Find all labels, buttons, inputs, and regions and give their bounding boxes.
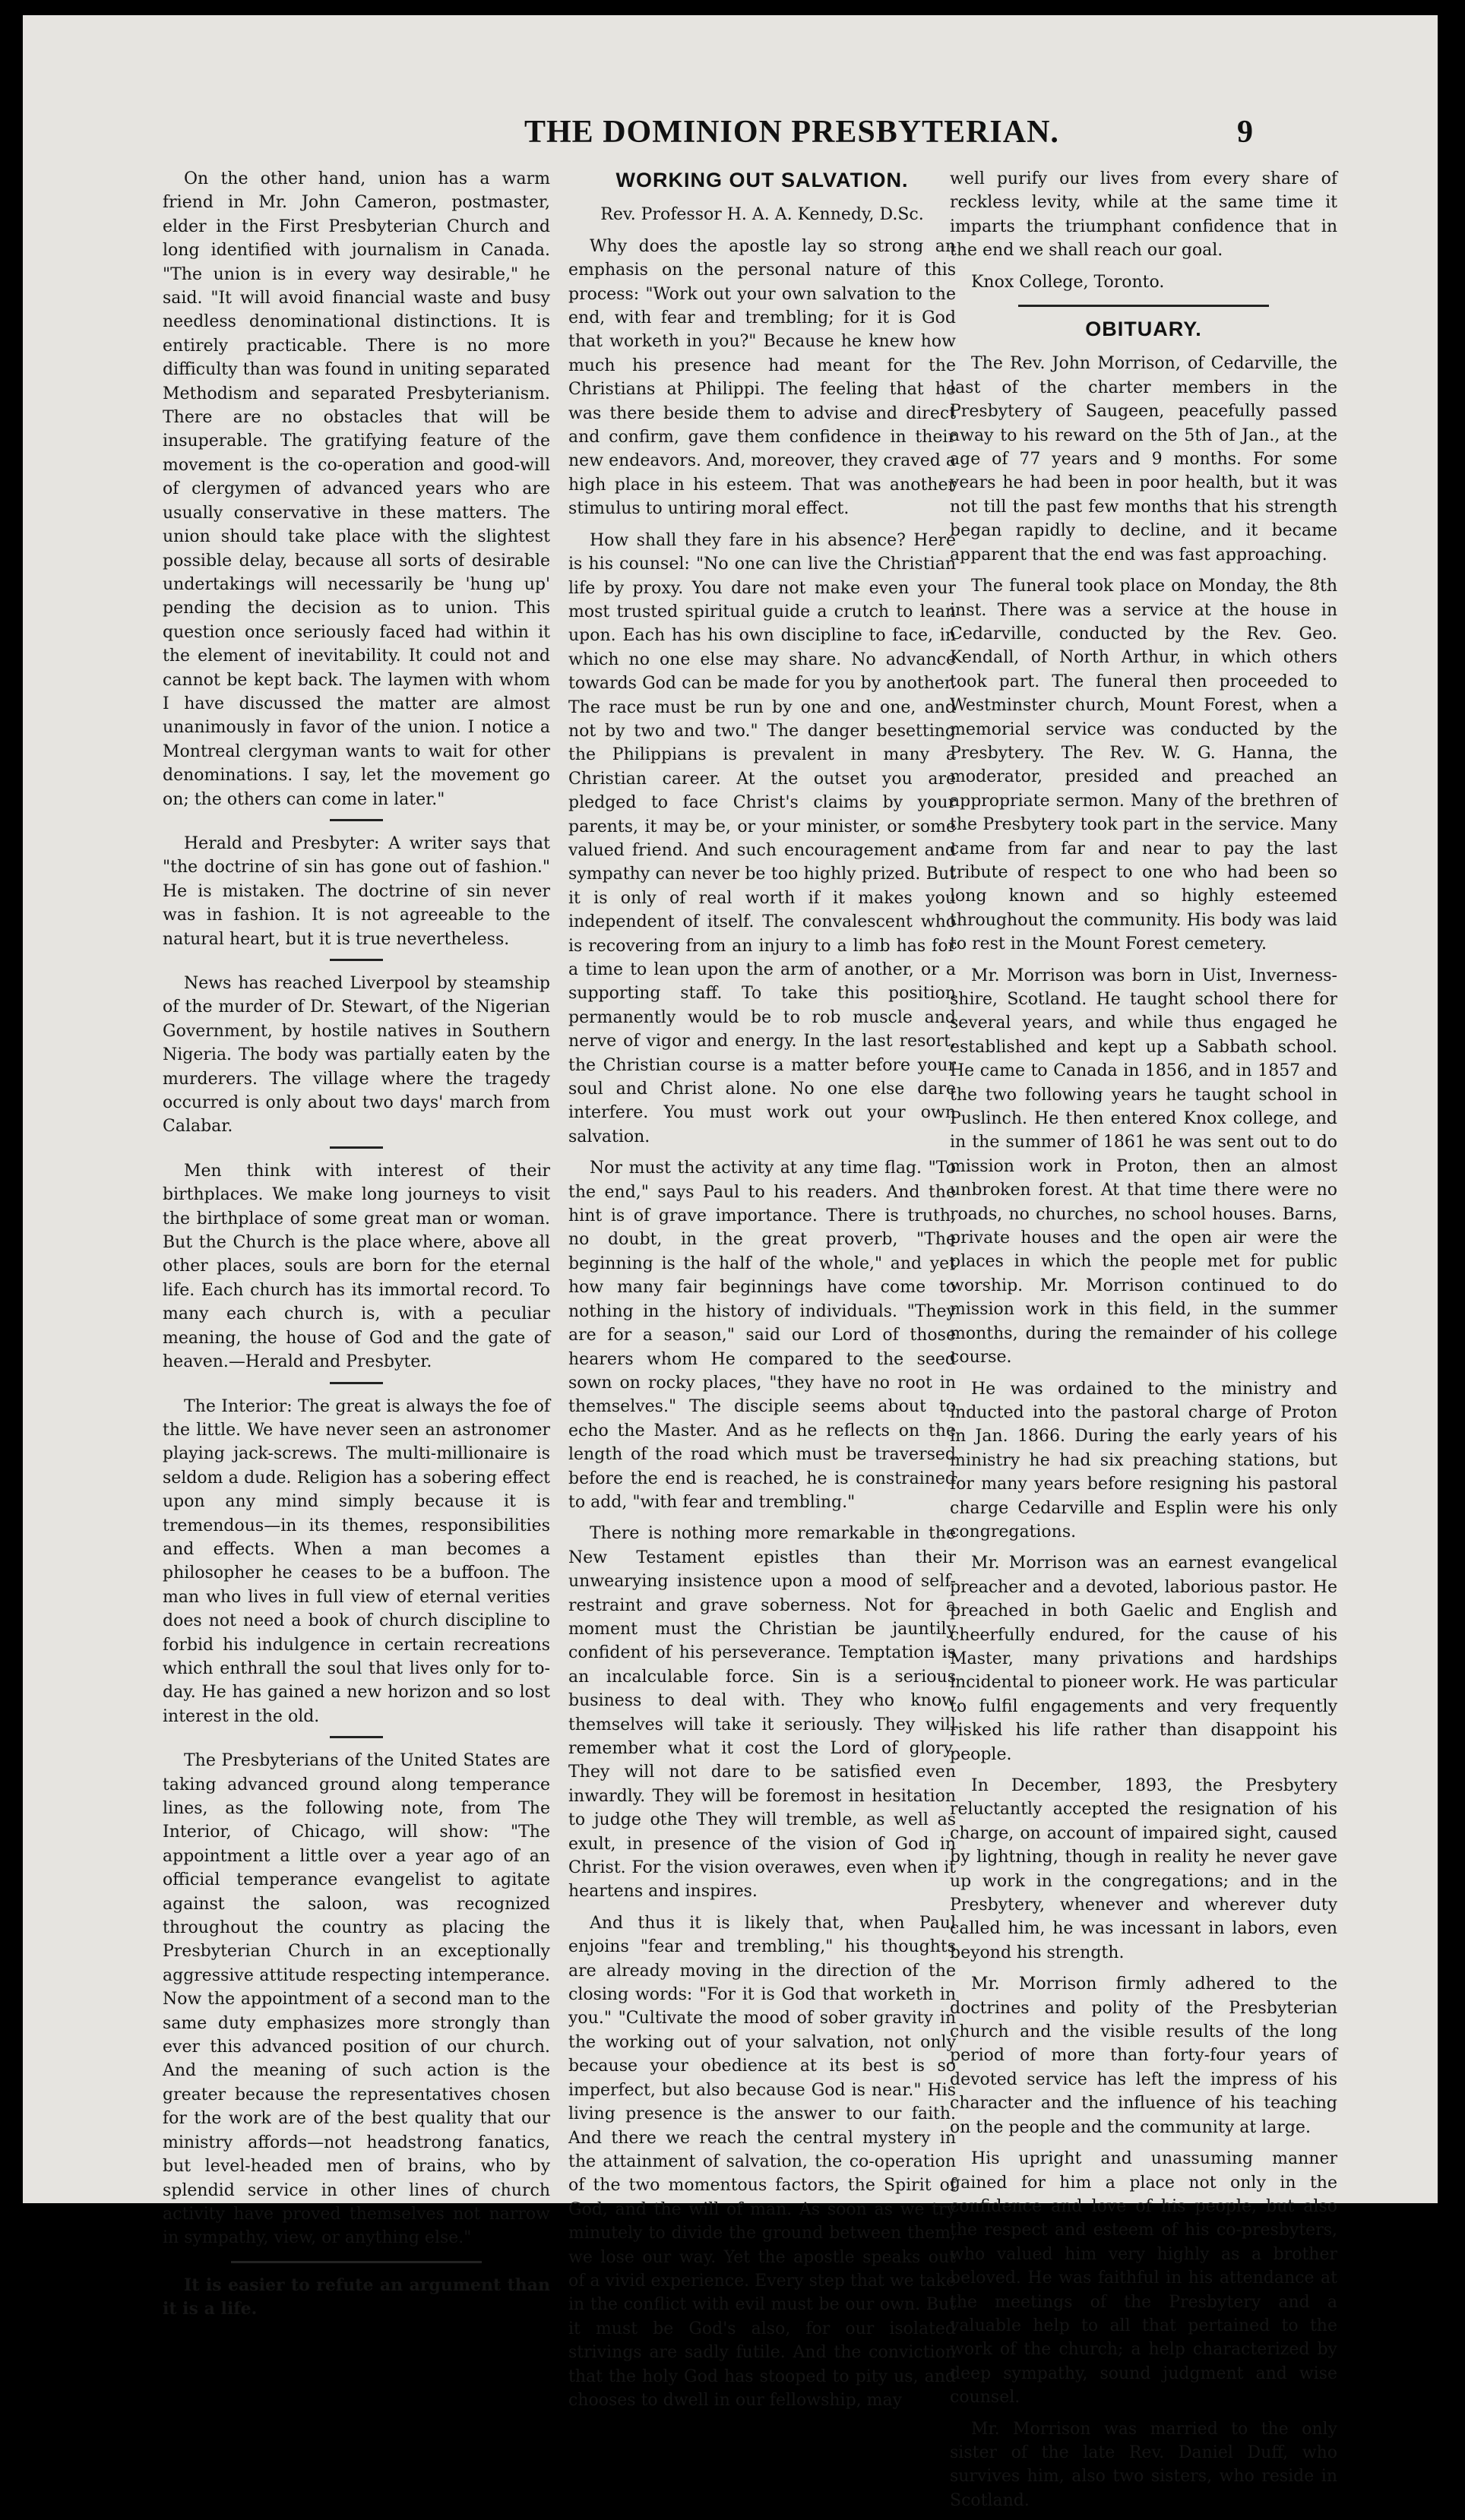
- article-union-cameron: On the other hand, union has a warm friend in Mr. John Cameron, postmaster, elder in the First Presbyterian Church and long identified with journalism in Canada. "The union is in every way desirable," he said. "It will avoid financial waste and busy needless denominational distinctions. It is entirely practicable. There is no more difficulty than was found in uniting separated Methodism and separated Presbyterianism. There are no obstacles that will be insuperable. The gratifying feature of the movement is the co-operation and good-will of clergymen of advanced years who are usually conservative in these matters. The union should take place with the slightest possible delay, because all sorts of desirable undertakings will necessarily be 'hung up' pending the decision as to union. This question once seriously faced had within it the element of inevitability. It could not and cannot be kept back. The laymen with whom I have discussed the matter are almost unanimously in favor of the union. I notice a Montreal clergyman wants to wait for other denominations. I say, let the movement go on; the others can come in later.": [163, 169, 550, 809]
- divider: [330, 1382, 383, 1384]
- obituary-paragraph-5: Mr. Morrison was an earnest evangelical preacher and a devoted, laborious pastor. He preached in both Gaelic and English and cheerfully endured, for the cause of his Master, many privations and hardships incidental to pioneer work. He was particular to fulfil engagements and very frequently risked his life rather than disappoint his people.: [950, 1554, 1337, 1764]
- article-heading-salvation: WORKING OUT SALVATION.: [615, 169, 909, 191]
- article-refute-argument: It is easier to refute an argument than it is a life.: [163, 2275, 550, 2319]
- column-right: [950, 167, 1337, 2520]
- divider: [330, 1146, 383, 1149]
- salvation-paragraph-4: There is nothing more remarkable in the New Testament epistles than their unwearying insistence upon a mood of self-restraint and grave soberness. Not for a moment must the Christian be jauntily confident of his perseverance. Temptation is an incalculable force. Sin is a serious business to deal with. They who know themselves will take it seriously. They will remember what it cost the Lord of glory. They will not dare to be satisfied even inwardly. They will be foremost in hesitation to judge othe They will tremble, as well as exult, in presence of the vision of God in Christ. For the vision overawes, even when it heartens and inspires.: [568, 1524, 956, 1902]
- article-signoff: Knox College, Toronto.: [971, 272, 1165, 292]
- divider: [231, 2261, 482, 2263]
- obituary-paragraph-2: The funeral took place on Monday, the 8th inst. There was a service at the house in Cedarville, conducted by the Rev. Geo. Kendall, of North Arthur, in which others took part. The funeral then proceeded to Westminster church, Mount Forest, when a memorial service was conducted by the Presbytery. The Rev. W. G. Hanna, the moderator, presided and preached an appropriate sermon. Many of the brethren of the Presbytery took part in the service. Many came from far and near to pay the last tribute of respect to one who had been so long known and so highly esteemed throughout the community. His body was laid to rest in the Mount Forest cemetery.: [950, 577, 1337, 954]
- article-byline: Rev. Professor H. A. A. Kennedy, D.Sc.: [600, 205, 924, 225]
- obituary-paragraph-6: In December, 1893, the Presbytery reluctantly accepted the resignation of his charge, on account of impaired sight, caused by lightning, though in reality he never gave up work in the congregations; and in the Presbytery, whenever and wherever duty called him, he was incessant in labors, even beyond his strength.: [950, 1776, 1337, 1962]
- salvation-paragraph-3: Nor must the activity at any time flag. "To the end," says Paul to his readers. And the hint is of grave importance. There is truth, no doubt, in the great proverb, "The beginning is the half of the whole," and yet how many fair beginnings have come to nothing in the history of individuals. "They are for a season," said our Lord of those hearers whom He compared to the seed sown on rocky places, "they have no root in themselves." The disciple seems about to echo the Master. And as he reflects on the length of the road which must be traversed before the end is reached, he is constrained to add, "with fear and trembling.": [568, 1159, 956, 1512]
- obituary-paragraph-4: He was ordained to the ministry and inducted into the pastoral charge of Proton in Jan. 1866. During the early years of his ministry he had six preaching stations, but for many years before resigning his pastoral charge Cedarville and Esplin were his only congregations.: [950, 1379, 1337, 1541]
- obituary-paragraph-7: Mr. Morrison firmly adhered to the doctrines and polity of the Presbyterian church and the visible results of the long period of more than forty-four years of devoted service has left the impress of his character and the influence of his teaching on the people and the community at large.: [950, 1975, 1337, 2137]
- obituary-paragraph-9: Mr. Morrison was married to the only sister of the late Rev. Daniel Duff, who survives him, also two sisters, who reside in Scotland.: [950, 2419, 1337, 2510]
- divider: [330, 959, 383, 961]
- salvation-paragraph-5: And thus it is likely that, when Paul enjoins "fear and trembling," his thoughts are already moving in the direction of the closing words: "For it is God that worketh in you." "Cultivate the mood of sober gravity in the working out of your salvation, not only because your obedience at its best is so imperfect, but also because God is near." His living presence is the answer to our faith. And there we reach the central mystery in the attainment of salvation, the co-operation of the two momentous factors, the Spirit of God, and the will of man. As soon as we try minutely to divide the ground between them, we lose our way. Yet the apostle speaks out of a vivid experience. Every step that we take in the conflict with evil must be our own. But it must be God's also, for our isolated strivings are sadly futile. And the conviction that the holy God has stooped to pity us, and chooses to dwell in our fellowship, may: [568, 1913, 956, 2410]
- obituary-paragraph-8: His upright and unassuming manner gained for him a place not only in the confidence and love of his people, but also the respect and esteem of his co-presbyters, who valued him very highly as a brother beloved. He was faithful in his attendance at the meetings of the Presbytery and a valuable help to all that pertained to the work of the church; a help characterized by deep sympathy, sound judgment and wise counsel.: [950, 2149, 1337, 2408]
- page-number: 9: [1237, 115, 1253, 150]
- article-the-interior: The Interior: The great is always the foe of the little. We have never seen an astronomer playing jack-screws. The multi-millionaire is seldom a dude. Religion has a sobering effect upon any mind simply because it is tremendous—in its themes, responsibilities and effects. When a man becomes a philosopher he ceases to be a buffoon. The man who lives in full view of eternal verities does not need a book of church discipline to forbid his indulgence in certain recreations which enthrall the soul that lives only for to-day. He has gained a new horizon and so lost interest in the old.: [163, 1396, 550, 1726]
- article-heading-obituary: OBITUARY.: [1085, 318, 1202, 341]
- obituary-paragraph-1: The Rev. John Morrison, of Cedarville, the last of the charter members in the Presbytery of Saugeen, peacefully passed away to his reward on the 5th of Jan., at the age of 77 years and 9 months. For some years he had been in poor health, but it was not till the past few months that his strength began rapidly to decline, and it became apparent that the end was fast approaching.: [950, 354, 1337, 564]
- salvation-paragraph-2: How shall they fare in his absence? Here is his counsel: "No one can live the Christian life by proxy. You dare not make even your most trusted spiritual guide a crutch to lean upon. Each has his own discipline to face, in which no one else may share. No advance towards God can be made for you by another. The race must be run by one and one, and not by two and two." The danger besetting the Philippians is prevalent in many a Christian career. At the outset you are pledged to face Christ's claims by your parents, it may be, or your minister, or some valued friend. And such encouragement and sympathy can never be too highly prized. But it is only of real worth if it makes you independent of itself. The convalescent who is recovering from an injury to a limb has for a time to lean upon the arm of another, or a supporting staff. To take this position permanently would be to rob muscle and nerve of vigor and energy. In the last resort, the Christian course is a matter before your soul and Christ alone. No one else dare interfere. You must work out your own salvation.: [568, 530, 956, 1146]
- divider: [330, 819, 383, 821]
- page-header: [23, 114, 1438, 160]
- divider: [330, 1736, 383, 1738]
- article-nigeria-news: News has reached Liverpool by steamship of the murder of Dr. Stewart, of the Nigerian Government, by hostile natives in Southern Nigeria. The body was partially eaten by the murderers. The village where the tragedy occurred is only about two days' march from Calabar.: [163, 974, 550, 1137]
- article-temperance: The Presbyterians of the United States are taking advanced ground along temperance lines, as the following note, from The Interior, of Chicago, will show: "The appointment a little over a year ago of an official temperance evangelist to agitate against the saloon, was recognized throughout the country as placing the Presbyterian Church in an exceptionally aggressive attitude respecting intemperance. Now the appointment of a second man to the same duty emphasizes more strongly than ever this advanced position of our church. And the meaning of such action is the greater because the representatives chosen for the work are of the best quality that our ministry affords—not headstrong fanatics, but level-headed men of brains, who by splendid service in other lines of church activity have proved themselves not narrow in sympathy, view, or anything else.": [163, 1751, 550, 2248]
- publication-title: THE DOMINION PRESBYTERIAN.: [524, 115, 1059, 150]
- column-left: [163, 167, 550, 2329]
- salvation-paragraph-1: Why does the apostle lay so strong an emphasis on the personal nature of this process: "Work out your own salvation to the end, with fear and trembling; for it is God that worketh in you?" Because he knew how much his presence had meant for the Christians at Philippi. The feeling that he was there beside them to advise and direct and confirm, gave them confidence in their new endeavors. And, moreover, they craved a high place in his esteem. That was another stimulus to untiring moral effect.: [568, 236, 956, 519]
- newspaper-page: [23, 15, 1438, 2510]
- salvation-continued: well purify our lives from every share of reckless levity, while at the same time it imparts the triumphant confidence that in the end we shall reach our goal.: [950, 169, 1337, 261]
- divider: [1018, 305, 1269, 307]
- article-birthplaces: Men think with interest of their birthplaces. We make long journeys to visit the birthplace of some great man or woman. But the Church is the place where, above all other places, souls are born for the eternal life. Each church has its immortal record. To many each church is, with a peculiar meaning, the house of God and the gate of heaven.—Herald and Presbyter.: [163, 1161, 550, 1372]
- article-doctrine-of-sin: Herald and Presbyter: A writer says that "the doctrine of sin has gone out of fashion." He is mistaken. The doctrine of sin never was in fashion. It is not agreeable to the natural heart, but it is true nevertheless.: [163, 833, 550, 949]
- obituary-paragraph-3: Mr. Morrison was born in Uist, Inverness-shire, Scotland. He taught school there for several years, and while thus engaged he established and kept up a Sabbath school. He came to Canada in 1856, and in 1857 and the two following years he taught school in Puslinch. He then entered Knox college, and in the summer of 1861 he was sent out to do mission work in Proton, then an almost unbroken forest. At that time there were no roads, no churches, no school houses. Barns, private houses and the open air were the places in which the people met for public worship. Mr. Morrison continued to do mission work in this field, in the summer months, during the remainder of his college course.: [950, 966, 1337, 1368]
- column-middle: [568, 167, 956, 2420]
